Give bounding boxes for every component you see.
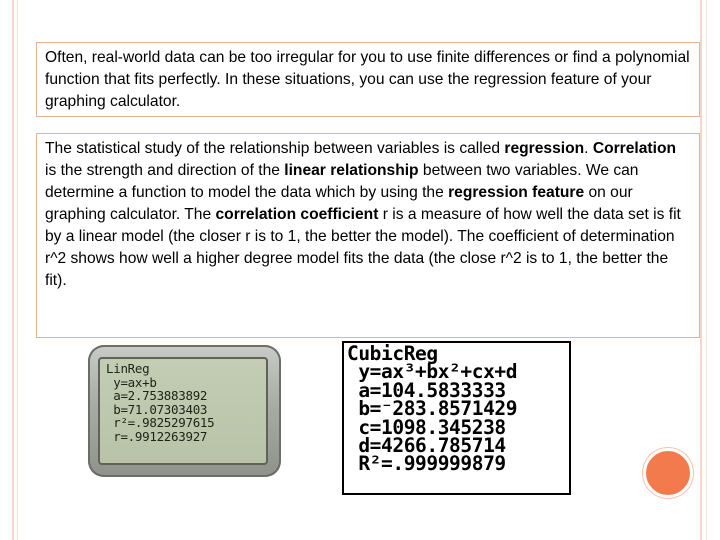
text-run: The statistical study of the relationship between variables is called [45,140,505,157]
linreg-screen [98,357,268,465]
right-decorative-rail [700,0,702,540]
cubicreg-line: a=104.5833333 [347,378,506,402]
definition-paragraph [45,138,691,292]
term-regression-feature: regression feature [448,184,585,201]
left-decorative-rail [12,0,14,540]
linreg-calculator-photo [88,345,281,477]
left-decorative-rail-inner [17,0,18,540]
text-run: r is a measure of how well the data set is fit by a linear model (the closer r is to 1, the better the model). The coefficient of determination r^2 shows how well a higher degree model fits the data (the close r^2 is to 1, the better the fit). [45,206,681,289]
text-run: . [584,140,593,157]
cubicreg-line: CubicReg [347,342,438,365]
linreg-line: r²=.9825297615 [106,415,215,430]
cubicreg-screenshot [342,341,571,495]
cubicreg-line: y=ax³+bx²+cx+d [347,360,518,384]
linreg-line: r=.9912263927 [106,428,208,444]
intro-text-box [36,42,700,117]
text-run: is the strength and direction of the [45,162,285,179]
term-correlation: Correlation [592,140,677,157]
cubicreg-line: R²=.999999879 [347,452,506,476]
linreg-line: a=2.753883892 [106,388,208,403]
term-correlation-coefficient: correlation coefficient [215,206,379,223]
cubicreg-line: c=1098.345238 [347,415,506,439]
text-run: on our graphing calculator. The [45,184,633,223]
cubicreg-line: b=⁻283.8571429 [347,397,518,421]
intro-paragraph: Often, real-world data can be too irregular for you to use finite differences or find a polynomial function that fits perfectly. In these situations, you can use the regression feature of your graphing calculator. [45,49,690,110]
linreg-line: y=ax+b [106,374,157,390]
cubicreg-line: d=4266.785714 [347,434,506,458]
linreg-line: LinReg [106,361,150,376]
term-regression: regression [504,140,585,157]
term-linear-relationship: linear relationship [284,162,419,179]
right-decorative-rail-inner [706,0,707,540]
definition-text-box [36,133,700,338]
linreg-line: b=71.07303403 [106,401,208,417]
decorative-orange-circle [643,448,693,498]
text-run: between two variables. We can determine a function to model the data which by using the [45,162,639,201]
